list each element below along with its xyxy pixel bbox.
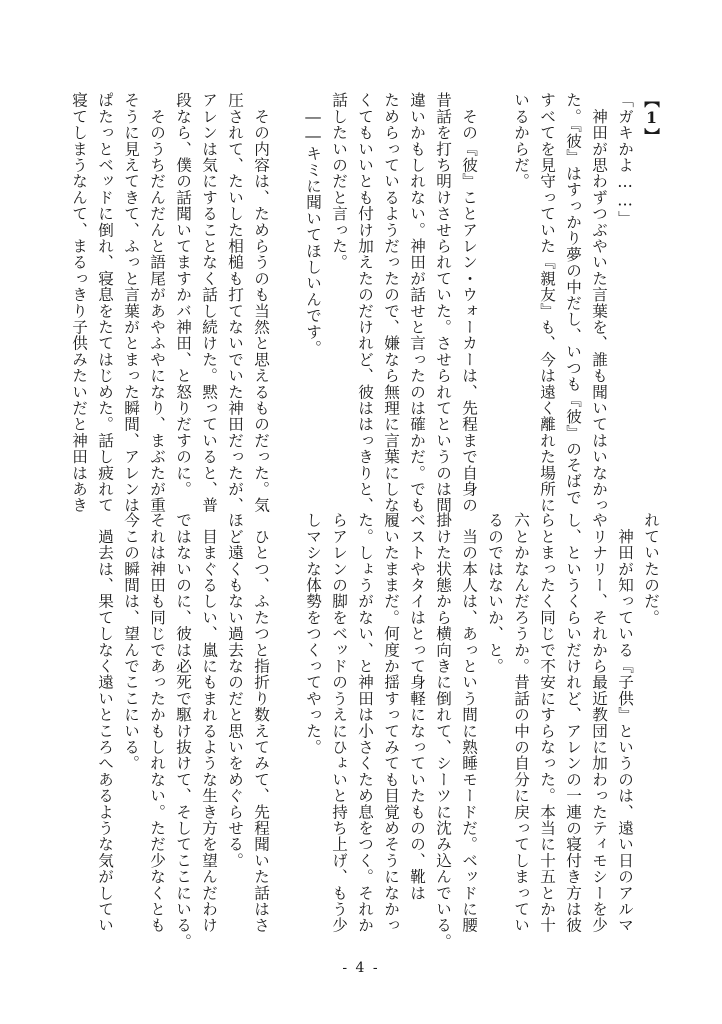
lower-text-column — [92, 512, 664, 952]
text-line: 目まぐるしい、嵐にもまれるような生き方を望んだわけ — [200, 512, 218, 934]
blank-line — [274, 92, 300, 512]
text-line: いるからだ。 — [512, 92, 530, 190]
text-line: すべてを見守っていた『親友』も、今は遠く離れた場所に — [538, 92, 556, 514]
text-line: らアレンの脚をベッドのうえにひょいと持ち上げ、もう少 — [330, 512, 348, 934]
text-line: 六とかなんだろうか。昔話の中の自分に戻ってしまってい — [512, 512, 530, 934]
text-line: た。しょうがない、と神田は小さくため息をつく。それか — [356, 512, 374, 934]
text-line: そうに見えてきて、ふっと言葉がとまった瞬間、アレンは — [122, 92, 140, 514]
text-line: 神田が知っている『子供』というのは、遠い日のアルマ — [616, 512, 634, 934]
text-line: た。『彼』はすっかり夢の中だし、いつも『彼』のそばで — [564, 92, 582, 506]
page-number: - 4 - — [342, 960, 380, 976]
text-line: らとまったく同じで不安にすらなった。本当に十五とか十 — [538, 512, 556, 934]
text-line: しマシな体勢をつくってやった。 — [304, 512, 322, 755]
text-line: その『彼』ことアレン・ウォーカーは、先程まで自身の — [460, 92, 478, 514]
text-line: 圧されて、たいした相槌も打てないでいた神田だったが、 — [226, 92, 244, 514]
text-line: 段なら、僕の話聞いてますかバ神田、と怒りだすのに。 — [174, 92, 192, 497]
text-line: ためらっているようだったので、嫌なら無理に言葉にしな — [382, 92, 400, 514]
text-line: その内容は、ためらうのも当然と思えるものだった。気 — [252, 92, 270, 514]
text-line: 神田が思わずつぶやいた言葉を、誰も聞いてはいなかっ — [590, 92, 608, 514]
text-line: 履いたままだ。何度か揺すってみても目覚めそうになかっ — [382, 512, 400, 934]
blank-line — [482, 92, 508, 512]
text-line: 当の本人は、あっという間に熟睡モードだ。ベッドに腰 — [460, 512, 478, 934]
text-line: 寝てしまうなんて、まるっきり子供みたいだと神田はあき — [70, 92, 88, 514]
text-line: 掛けた状態から横向きに倒れて、シーツに沈み込んでいる。 — [434, 512, 452, 950]
text-line: 話したいのだと言った。 — [330, 92, 348, 271]
text-line: れていたのだ。 — [642, 512, 660, 626]
text-line: それは神田も同じであったかもしれない。ただ少なくとも — [148, 512, 166, 934]
blank-line — [274, 512, 300, 952]
text-line: やリナリー、それから最近教団に加わったティモシーを少 — [590, 512, 608, 934]
text-line: 今この瞬間は、望んでここにいる。 — [122, 512, 140, 772]
text-line: 過去は、果てしなく遠いところへあるような気がしてい — [96, 512, 114, 934]
text-line: ――キミに聞いてほしいんです。 — [304, 92, 322, 356]
text-line: ほど遠くもない過去なのだと思いをめぐらせる。 — [226, 512, 244, 869]
text-line: ではないのに、彼は必死で駆け抜けて、そしてここにいる。 — [174, 512, 192, 950]
chapter-heading: 【1】 — [642, 92, 661, 144]
text-line: 「ガキかよ……」 — [616, 92, 634, 227]
text-line: アレンは気にすることなく話し続けた。黙っていると、普 — [200, 92, 218, 514]
text-line: ぱたっとベッドに倒れ、寝息をたてはじめた。話し疲れて — [96, 92, 114, 514]
text-line: ひとつ、ふたつと指折り数えてみて、先程聞いた話はさ — [252, 512, 270, 934]
text-line: くてもいいとも付け加えたのだけれど、彼ははっきりと、 — [356, 92, 374, 514]
text-line: そのうちだんだんと語尾があやふやになり、まぶたが重 — [148, 92, 166, 514]
text-line: 違いかもしれない。神田が話せと言ったのは確かだ。でも — [408, 92, 426, 514]
text-line: 昔話を打ち明けさせられていた。させられてというのは間 — [434, 92, 452, 514]
text-line: し、というくらいだけれど、アレンの一連の寝付き方は彼 — [564, 512, 582, 934]
text-line: るのではないか、と。 — [486, 512, 504, 674]
upper-text-column — [66, 92, 664, 512]
text-line: ベストやタイはとって身軽になっていたものの、靴は — [408, 512, 426, 901]
